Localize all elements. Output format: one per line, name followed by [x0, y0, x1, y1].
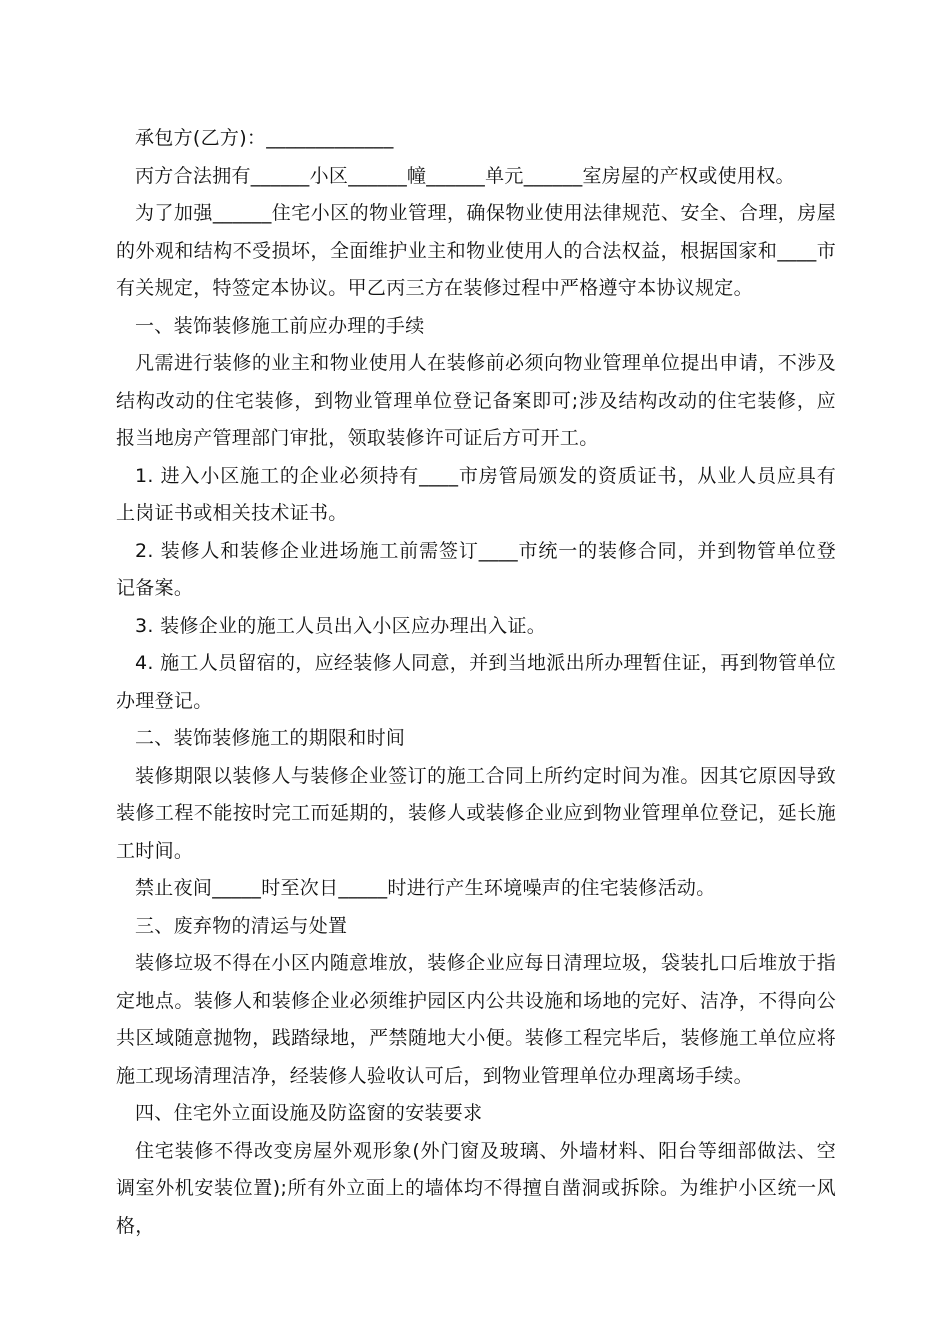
section-1-item-3: 3. 装修企业的施工人员出入小区应办理出入证。 [135, 614, 547, 637]
contractor-party-line: 承包方(乙方)：_____________ [135, 127, 394, 149]
section-2-paragraph-1: 装修期限以装修人与装修企业签订的施工合同上所约定时间为准。因其它原因导致装修工程不能按时完工而延期的，装修人或装修企业应到物业管理单位登记，延长施工时间。 [116, 764, 836, 862]
property-owner-line: 丙方合法拥有______小区______幢______单元______室房屋的产权或使用权。 [135, 164, 795, 187]
section-1-item-2: 2. 装修人和装修企业进场施工前需签订____市统一的装修合同，并到物管单位登记备案。 [116, 539, 836, 599]
section-heading-2: 二、装饰装修施工的期限和时间 [135, 727, 406, 749]
section-1-item-4: 4. 施工人员留宿的，应经装修人同意，并到当地派出所办理暂住证，再到物管单位办理登记。 [116, 652, 836, 712]
section-heading-3: 三、废弃物的清运与处置 [135, 914, 348, 937]
document-body [116, 120, 836, 1245]
section-1-paragraph: 凡需进行装修的业主和物业使用人在装修前必须向物业管理单位提出申请，不涉及结构改动的住宅装修，到物业管理单位登记备案即可;涉及结构改动的住宅装修，应报当地房产管理部门审批，领取装修许可证后方可开工。 [116, 352, 836, 449]
preamble-paragraph: 为了加强______住宅小区的物业管理，确保物业使用法律规范、安全、合理，房屋的外观和结构不受损坏，全面维护业主和物业使用人的合法权益，根据国家和____市有关规定，特签定本协议。甲乙丙三方在装修过程中严格遵守本协议规定。 [116, 202, 836, 299]
section-2-paragraph-2: 禁止夜间_____时至次日_____时进行产生环境噪声的住宅装修活动。 [135, 877, 716, 899]
section-4-paragraph: 住宅装修不得改变房屋外观形象(外门窗及玻璃、外墙材料、阳台等细部做法、空调室外机安装位置);所有外立面上的墙体均不得擅自凿洞或拆除。为维护小区统一风格， [116, 1139, 836, 1237]
section-1-item-1: 1. 进入小区施工的企业必须持有____市房管局颁发的资质证书，从业人员应具有上岗证书或相关技术证书。 [116, 464, 836, 524]
section-heading-1: 一、装饰装修施工前应办理的手续 [135, 314, 425, 337]
section-3-paragraph: 装修垃圾不得在小区内随意堆放，装修企业应每日清理垃圾，袋装扎口后堆放于指定地点。装修人和装修企业必须维护园区内公共设施和场地的完好、洁净，不得向公共区域随意抛物，践踏绿地，严禁随地大小便。装修工程完毕后，装修施工单位应将施工现场清理洁净，经装修人验收认可后，到物业管理单位办理离场手续。 [116, 952, 836, 1087]
section-heading-4: 四、住宅外立面设施及防盗窗的安装要求 [135, 1102, 483, 1124]
